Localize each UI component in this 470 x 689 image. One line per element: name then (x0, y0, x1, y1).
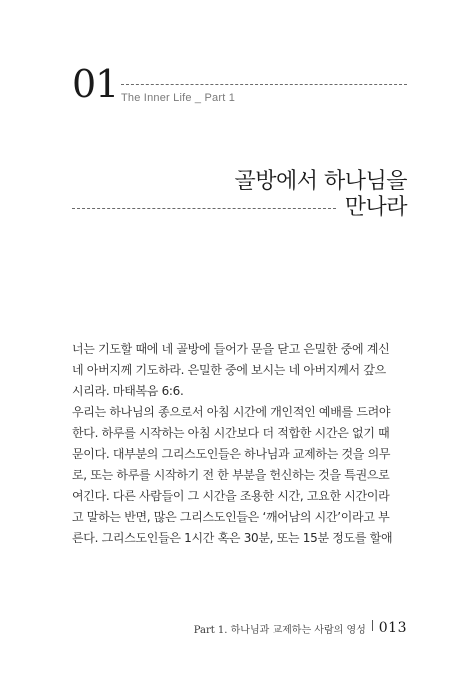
body-line: 고 말하는 반면, 많은 그리스도인들은 ‘깨어남의 시간’이라고 부 (72, 510, 390, 524)
running-head: Part 1. 하나님과 교제하는 사람의 영성 (193, 624, 366, 636)
body-line: 우리는 하나님의 종으로서 아침 시간에 개인적인 예배를 드려야 (72, 405, 391, 419)
chapter-subtitle: The Inner Life _ Part 1 (121, 92, 236, 104)
chapter-number: 01 (72, 62, 119, 106)
page-number: 013 (378, 620, 407, 636)
body-line: 네 아버지께 기도하라. 은밀한 중에 보시는 네 아버지께서 갚으 (72, 363, 386, 377)
body-line: 여긴다. 다른 사람들이 그 시간을 조용한 시간, 고요한 시간이라 (72, 489, 390, 503)
body-line: 한다. 하루를 시작하는 아침 시간보다 더 적합한 시간은 없기 때 (72, 426, 390, 440)
title-dashed-rule (72, 208, 336, 209)
body-line: 로, 또는 하루를 시작하기 전 한 부분을 헌신하는 것을 특권으로 (72, 468, 390, 482)
title-line-2: 만나라 (344, 195, 407, 220)
body-line: 른다. 그리스도인들은 1시간 혹은 30분, 또는 15분 정도를 할애 (72, 531, 393, 545)
title-line-1: 골방에서 하나님을 (234, 169, 407, 194)
body-line: 너는 기도할 때에 네 골방에 들어가 문을 닫고 은밀한 중에 계신 (72, 342, 390, 356)
page-footer (194, 620, 407, 636)
body-line: 시리라. 마태복음 6:6. (72, 384, 184, 398)
chapter-dashed-rule (121, 84, 407, 85)
footer-divider (372, 620, 373, 631)
body-line: 문이다. 대부분의 그리스도인들은 하나님과 교제하는 것을 의무 (72, 447, 391, 461)
body-text (72, 339, 412, 549)
